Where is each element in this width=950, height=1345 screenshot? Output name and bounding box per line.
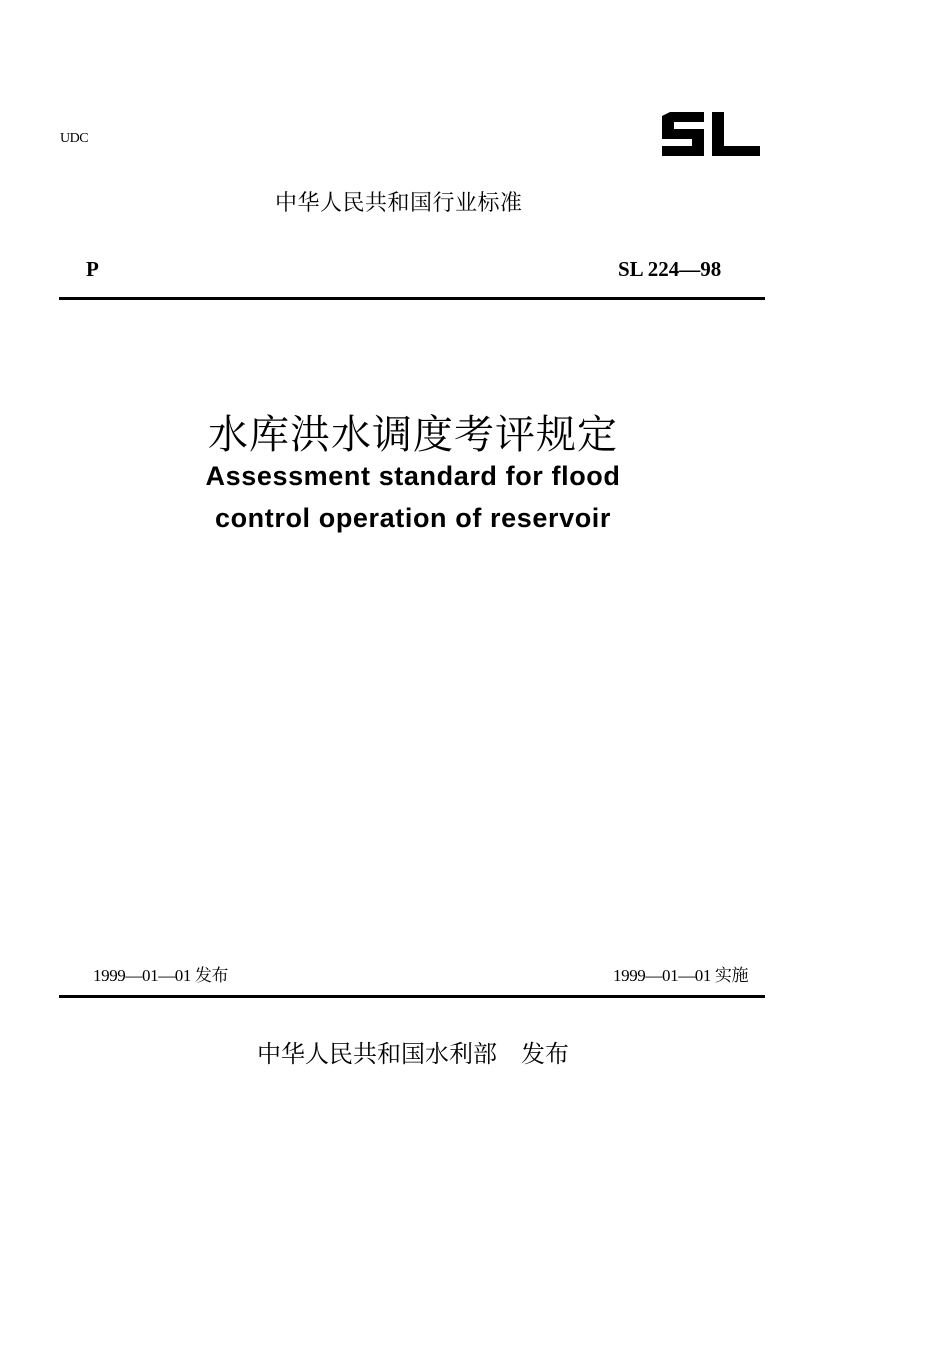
title-english-line-1: Assessment standard for flood <box>205 461 621 491</box>
header-divider <box>59 297 765 300</box>
logo-letter-l <box>712 112 760 156</box>
logo-letter-s <box>662 112 704 156</box>
publisher: 中华人民共和国水利部 发布 <box>257 1040 569 1068</box>
industry-standard-heading: 中华人民共和国行业标准 <box>275 191 523 216</box>
classification-code: P <box>86 257 99 281</box>
title-english-line-2: control operation of reservoir <box>214 503 612 533</box>
udc-label: UDC <box>60 131 89 146</box>
issue-date: 1999—01—01 发布 <box>93 966 229 985</box>
title-chinese: 水库洪水调度考评规定 <box>208 412 618 458</box>
implementation-date: 1999—01—01 实施 <box>613 966 749 985</box>
footer-divider <box>59 995 765 998</box>
standard-number: SL 224—98 <box>618 257 722 281</box>
sl-logo <box>658 106 762 162</box>
